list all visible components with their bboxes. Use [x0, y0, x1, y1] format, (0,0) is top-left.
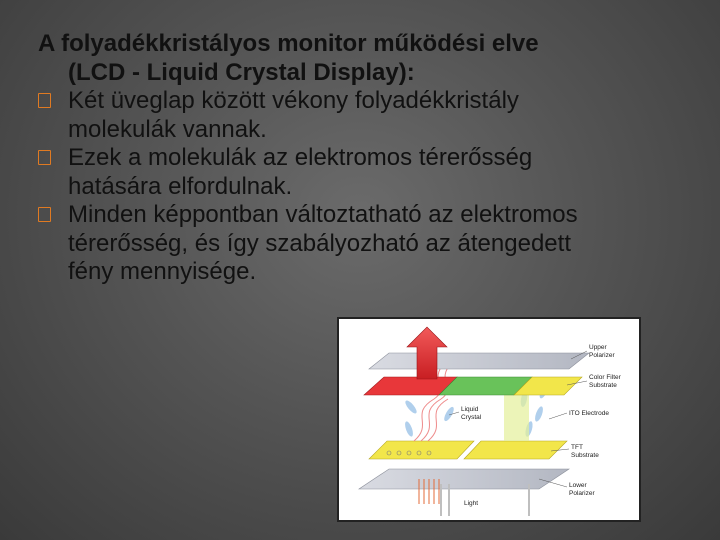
label-upper-polarizer: Polarizer: [589, 352, 615, 359]
lower-polarizer-plate: [359, 469, 569, 489]
bullet-item-2: [38, 144, 708, 201]
label-liquid: Liquid: [461, 406, 479, 413]
light-column-right: [504, 391, 529, 441]
bullet-2-line-1: Ezek a molekulák az elektromos térerősség: [68, 144, 533, 171]
bullet-item-1: [38, 87, 708, 144]
square-bullet-icon: [38, 207, 51, 222]
label-upper: Upper: [589, 344, 607, 351]
label-tft: TFT: [571, 444, 583, 451]
label-lower-polarizer: Polarizer: [569, 490, 595, 497]
label-light: Light: [464, 500, 479, 507]
bullet-3-line-1: Minden képpontban változtatható az elektromos: [68, 201, 578, 228]
text-block: [38, 30, 708, 287]
label-color-filter: Color Filter: [589, 374, 621, 381]
label-lower: Lower: [569, 482, 587, 489]
bullet-3-line-3: fény mennyisége.: [68, 258, 257, 285]
label-ito-electrode: ITO Electrode: [569, 410, 609, 417]
lcd-diagram-svg: [339, 319, 639, 520]
label-crystal: Crystal: [461, 414, 482, 421]
bullet-2-line-2: hatására elfordulnak.: [68, 172, 293, 200]
bullet-item-3: [38, 201, 708, 287]
square-bullet-icon: [38, 93, 51, 108]
bullet-3-line-2: térerősség, és így szabályozható az átengedett: [68, 229, 571, 257]
square-bullet-icon: [38, 150, 51, 165]
lcd-diagram-figure: [337, 317, 641, 522]
tft-substrate-right: [464, 441, 567, 459]
slide-title-line-2: (LCD - Liquid Crystal Display):: [68, 58, 415, 86]
label-tft-substrate: Substrate: [571, 452, 599, 459]
bullet-1-line-1: Két üveglap között vékony folyadékkristály: [68, 87, 519, 114]
slide-title-line-1: A folyadékkristályos monitor működési elve: [38, 30, 539, 57]
bullet-1-line-2: molekulák vannak.: [68, 115, 267, 143]
label-color-filter-substrate: Substrate: [589, 382, 617, 389]
tft-substrate-left: [369, 441, 474, 459]
upper-polarizer-plate: [369, 353, 589, 369]
